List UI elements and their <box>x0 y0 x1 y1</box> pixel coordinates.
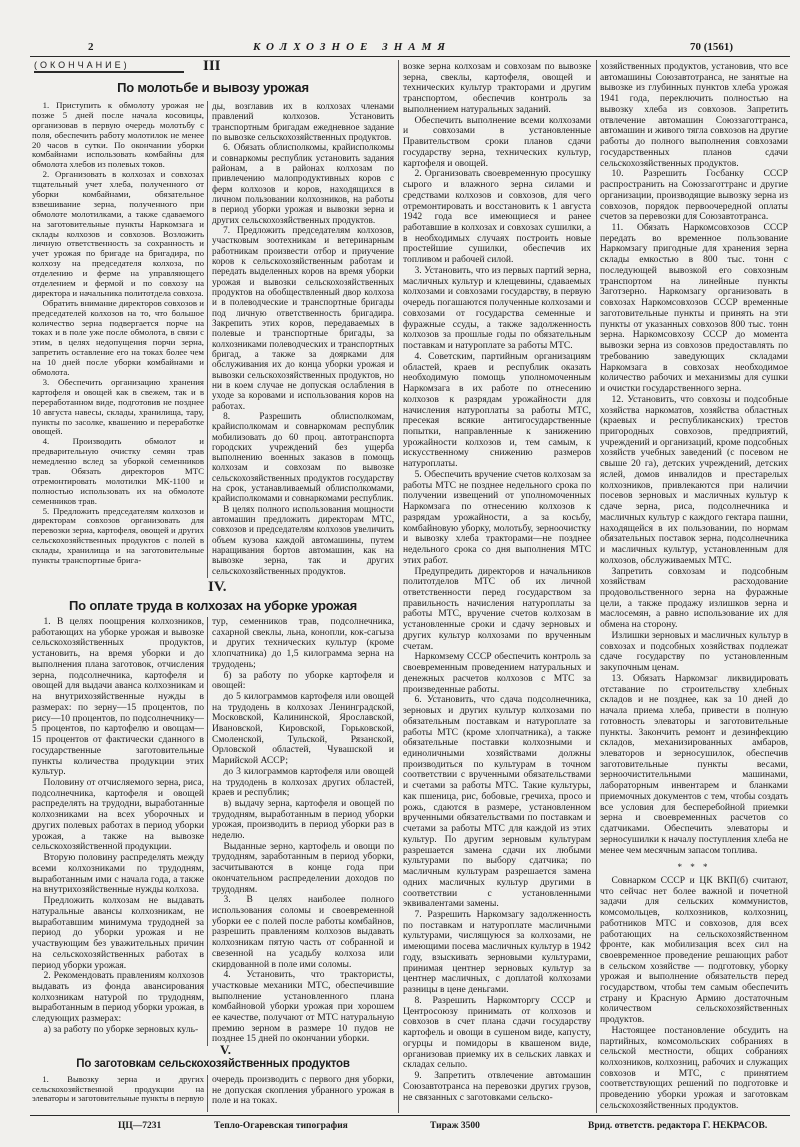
paragraph: Выданные зерно, картофель и овощи по трудодням, заработанным в период уборки, засчитываются в конце года при окончательном распределении доходов по трудодням. <box>212 840 394 895</box>
paragraph: Половину от отчисляемого зерна, риса, подсолнечника, картофеля и овощей распределять на трудодни, выработанные колхозниками на всех уборочных и других полевых работах в период уборки урожая, а также на вывозке сельскохозяйственной продукции. <box>32 777 204 853</box>
section-heading-v: По заготовкам сельскохозяйственных продуктов <box>76 1058 350 1070</box>
paragraph: Запретить совхозам и подсобным хозяйствам расходование продовольственного зерна на фуражные цели, а также продажу излишков зерна и маслосемян, а равно использование их для обмена на сторону. <box>600 565 788 631</box>
paragraph: 1. В целях поощрения колхозников, работающих на уборке урожая и вывозке сельскохозяйственных продуктов, установить, на время уборки и до выполнения плана заготовок, отчисления зерна, подсолнечника, картофеля и овощей для выдачи аванса колхозникам и на внутрихозяйственные нужды в размерах: по зерну—15 процентов, по рису—10 процентов, по подсолнечнику—5 процентов, по картофелю и овощам—15 процентов от фактически сданного в государственные заготовительные пункты количества продукции этих культур. <box>32 617 204 778</box>
column-rule <box>207 617 208 1046</box>
column-3 <box>403 62 591 1111</box>
paragraph: 3. В целях наиболее полного использования соломы и своевременной уборки ее с полей после работы комбайнов, разрешить правлениям колхозов выдавать колхозникам пятую часть от собранной и свезенной на усадьбу колхоза или скирдованной в поле ими соломы. <box>212 894 394 970</box>
footer-rule <box>30 1115 790 1116</box>
section-numeral-v: V. <box>220 1042 231 1057</box>
paragraph: ды, возглавив их в колхозах членами правлений колхозов. Установить транспортным бригадам ежедневное задание по вывозке сельскохозяйственных продуктов. <box>212 101 394 142</box>
section-v-left-column <box>32 1075 204 1111</box>
paragraph: 5. Обеспечить вручение счетов колхозам за работы МТС не позднее недельного срока по получении извещений от уполномоченных Наркомзага по отнесению колхозов к разрядам урожайности, а за косьбу, комбайновую уборку, молотьбу, зерноочистку и вывозку хлеба тракторами—не позднее недельного срока со дня выполнения МТС этих работ. <box>403 468 591 566</box>
paragraph: 6. Обязать облисполкомы, крайисполкомы и совнаркомы республик установить задания районам, а в районах колхозам по привлечению малопродуктивных коров с ферм колхозов и коров, находящихся в личном пользовании колхозников, на работы в период уборки урожая и вывозки зерна и других сельскохозяйственных продуктов. <box>212 142 394 225</box>
paragraph: Обеспечить выполнение всеми колхозами и совхозами в установленные Правительством сроки планов сдачи государству зерна, технических культур, картофеля и овощей. <box>403 114 591 169</box>
paragraph: Вторую половину распределять между всеми колхозниками по трудодням, выработанным ими с начала года, а также на внутрихозяйственные нужды колхоза. <box>32 852 204 896</box>
column-rule <box>207 1075 208 1112</box>
paragraph: 10. Разрешить Госбанку СССР распространить на Союззаготтранс и другие организации, производящие вывозку зерна из совхозов, порядок первоочередной оплаты счетов за перевозки для Союзавтотранса. <box>600 168 788 223</box>
paragraph: 3. Обеспечить организацию хранения картофеля и овощей как в свежем, так и в переработанном виде, подготовив не позднее 10 августа навесы, склады, хранилища, тару, пункты по засолке, квашению и переработке овощей. <box>32 376 204 437</box>
paragraph: тур, семенников трав, подсолнечника, сахарной свеклы, льна, конопли, кок-сагыза и других технических культур (кроме хлопчатника) до 1,5 килограмма зерна на трудодень; <box>212 617 394 670</box>
order-code: ЦЦ—7231 <box>118 1121 162 1131</box>
masthead-rule <box>30 56 790 57</box>
paragraph: Наркомзему СССР обеспечить контроль за своевременным проведением натуральных и денежных расчетов колхозов с МТС за произведенные работы. <box>403 651 591 695</box>
column-4-lower <box>600 876 788 1111</box>
paragraph: до 3 килограммов картофеля или овощей на трудодень в колхозах других областей, краев и республик; <box>212 765 394 799</box>
paragraph: до 5 килограммов картофеля или овощей на трудодень в колхозах Ленинградской, Московской, Калининской, Ярославской, Ивановской, Кировской, Горьковской, Смоленской, Тульской, Рязанской, Орловской областей, Чувашской и Марийской АССР; <box>212 690 394 767</box>
paragraph: 4. Установить, что трактористы, участковые механики МТС, обеспечившие выполнение установленного плана комбайновой уборки урожая при хорошем ее качестве, получают от МТС натуральную премию зерном в размере 10 пудов не позднее 15 дней по окончании уборки. <box>212 969 394 1045</box>
issue-number: 70 (1561) <box>690 41 734 53</box>
paragraph: 3. Установить, что из первых партий зерна, масличных культур и клещевины, сдаваемых колхозами и совхозами государству, в первую очередь погашаются полученные колхозами и совхозами от государства семенные и фуражные ссуды, а также задолженность колхозов за прошлые годы по обязательным поставкам и натуроплате за работы МТС. <box>403 264 591 352</box>
paragraph: 7. Разрешить Наркомзагу задолженность по поставкам и натуроплате масличными культурами, числящуюся за колхозами, не имеющими посева масличных культур в 1942 году, взыскивать зерновыми культурами, принимая центнер зерновых культур за центнер масличных, с доплатой колхозами разницы в цене деньгами. <box>403 909 591 996</box>
editor-credit: Врид. ответств. редактора Г. НЕКРАСОВ. <box>588 1121 768 1131</box>
newspaper-title: КОЛХОЗНОЕ ЗНАМЯ <box>253 41 451 53</box>
paragraph: 5. Предложить председателям колхозов и директорам совхозов организовать для перевозки зерна, картофеля, овощей и других сельскохозяйственных продуктов с полей в склады, хранилища и на заготовительные пункты транспортные брига- <box>32 505 204 565</box>
section-iii-right-column <box>212 101 394 577</box>
section-separator: * * * <box>677 862 711 872</box>
paragraph: 11. Обязать Наркомсовхозов СССР передать во временное пользование Наркомзагу пригодные для хранения зерна склады емкостью в 800 тыс. тонн с последующей вывозкой его совхозным транспортом на линейные пункты Заготзерно. Наркомзагу организовать в совхозах Наркомсовхозов СССР временные заготовительные пункты и принять на эти пункты от указанных совхозов 800 тыс. тонн зерна. Наркомсовхозу СССР до момента вывозки зерна из совхозов предоставлять по требованию заведующих складами Наркомзага в совхозах необходимое количество рабочих и механизмы для сушки и очистки государственного зерна. <box>600 222 788 395</box>
paragraph: Обратить внимание директоров совхозов и председателей колхозов на то, что большое количество зерна подвергается порче на токах и в поле уже после обмолота, в связи с этим, в целях недопущения порчи зерна, запретить оставление его на токах более чем на 10 дней после уборки комбайнами и обмолота. <box>32 297 204 378</box>
paragraph: В целях полного использования мощности автомашин предложить директорам МТС, совхозов и председателям колхозов увеличить объем кузова каждой автомашины, путем наращивания бортов автомашин, как на вывозке зерна, так и других сельскохозяйственных продуктов. <box>212 503 394 576</box>
paragraph: в) выдачу зерна, картофеля и овощей по трудодням, выработанным в период уборки урожая, производить в период уборки раз в неделю. <box>212 797 394 842</box>
paragraph: Предупредить директоров и начальников политотделов МТС об их личной ответственности перед государством за правильность начисления натуроплаты за работы МТС, вручение счетов колхозам в установленные сроки и сдачу зерновых и других культур колхозами по врученным счетам. <box>403 565 591 652</box>
section-iii-left-column <box>32 101 204 577</box>
paragraph: а) за работу по уборке зерновых куль- <box>43 1023 199 1035</box>
paragraph: 13. Обязать Наркомзаг ликвидировать отставание по строительству хлебных складов и не позднее, как за 10 дней до начала приема хлеба, привести в полную готовность элеваторы и заготовительные пункты. Закончить ремонт и дезинфекцию складов, механизированных амбаров, элеваторов и зерносушилок, обеспечив заготовительные пункты весами, зерноочистительными машинами, лабораторным инвентарем и бланками приемочных документов с тем, чтобы создать все условия для бесперебойной приемки зерна и своевременных расчетов со сдатчиками. Обеспечить элеваторы и зерносушилки к началу поступления хлеба не менее чем месячным запасом топлива. <box>600 672 788 856</box>
paragraph: Предложить колхозам не выдавать натуральные авансы колхозникам, не выработавшим минимума трудодней за период до уборки урожая и не участвующим без уважительных причин на сельскохозяйственных работах в период уборки урожая. <box>32 895 204 971</box>
paragraph: Излишки зерновых и масличных культур в совхозах и подсобных хозяйствах подлежат сдаче государству по установленным закупочным ценам. <box>600 629 788 674</box>
section-v-right-column <box>212 1075 394 1111</box>
section-numeral-iii: III <box>203 58 221 74</box>
paragraph: 7. Предложить председателям колхозов, участковым зоотехникам и ветеринарным работникам произвести отбор и приучение коров к сельскохозяйственным работам и передать выделенных коров на время уборки урожая и вывозки сельскохозяйственных продуктов на обобществленный двор колхоза и в полеводческие и транспортные бригады под личную ответственность бригадира. Закрепить этих коров, передаваемых в полевые и транспортные бригады, за колхозниками полеводческих и транспортных бригад, а также за доярками для обслуживания их до конца уборки урожая и вывозки сельскохозяйственных продуктов, но ни в коем случае не допуская ослабления в уходе за коровами и использования коров на работах. <box>212 224 394 411</box>
paragraph: 8. Разрешить Наркомторгу СССР и Центросоюзу принимать от колхозов и совхозов в счет плана сдачи государству картофель и овощи в сушеном виде, капусту, огурцы и помидоры в квашеном виде, организовав приемку их в сельских лавках и складах сельпо. <box>403 994 591 1071</box>
column-rule <box>596 60 597 1113</box>
printer-name: Тепло-Огаревская типография <box>214 1121 348 1131</box>
paragraph: 4. Советским, партийным организациям областей, краев и республик оказать необходимую помощь уполномоченным Наркомзага в их работе по отнесению колхозов к разрядам урожайности для начисления натуроплаты за работы МТС, пресекая всякие антигосударственные попытки, направленные к занижению урожайности колхозов и, тем самым, к искусственному снижению размеров натуроплаты. <box>403 350 591 470</box>
paragraph: 1. Приступить к обмолоту урожая не позже 5 дней после начала косовицы, организовав в первую очередь молотьбу с поля, обеспечить работу молотилок не менее 20 часов в сутки. По окончании уборки комбайнами использовать комбайны для обмолота хлебов из полевых токов. <box>32 101 204 170</box>
section-iv-left-column <box>32 617 204 1045</box>
section-heading-iv: По оплате труда в колхозах на уборке урожая <box>69 598 357 613</box>
continuation-label: (ОКОНЧАНИЕ) <box>34 60 184 73</box>
paragraph: 6. Установить, что сдача подсолнечника, зерновых и других культур колхозами по обязательным поставкам и натуроплате за работы МТС (кроме хлопчатника), а также обязательные поставки колхозными и единоличными хозяйствами должны производиться по культурам в точном соответствии с врученными обязательствами и счетами за работы МТС. Такие культуры, как пшеница, рис, бобовые, гречиха, просо и рожь, сдаются в размере, установленном врученными обязательствами по поставкам и счетами за работы МТС для каждой из этих культур. По другим зерновым культурам разрешается замена сдачи их любыми культурами по выбору сдатчика; по масличным культурам разрешается замена одних масличных культур другими в соответствии с установленными эквивалентами замены. <box>403 694 591 910</box>
column-rule <box>207 101 208 578</box>
column-4-upper <box>600 62 788 860</box>
paragraph: 4. Производить обмолот и предварительную очистку семян трав немедленно вслед за уборкой семенников трав. Обязать директоров МТС отремонтировать молотилки МК-1100 и полностью использовать их на обмолоте семенников трав. <box>32 436 204 506</box>
section-heading-iii: По молотьбе и вывозу урожая <box>117 80 309 95</box>
paragraph: 8. Разрешить облисполкомам, крайисполкомам и совнаркомам республик мобилизовать до 60 проц. автотранспорта городских учреждений без ущерба выполнению военных заказов в помощь колхозам и совхозам по вывозке сельскохозяйственных продуктов государству на срок, устанавливаемый облисполкомами, крайисполкомами и совнаркомами республик. <box>212 410 394 504</box>
paragraph: 2. Организовать в колхозах и совхозах тщательный учет хлеба, полученного от уборки комбайнами, обязательное взвешивание зерна, полученного при обмолоте молотилками, а также сдаваемого на заготовительные пункты Наркомзага и склады колхозов и совхозов. Возложить личную ответственность за сохранность и учет урожая по бригаде на бригадира, по колхозу на председателя колхоза, по отделению и ферме на управляющего отделением и фермой и по совхозу на директора и начальника политотдела совхоза. <box>32 169 204 298</box>
paragraph: 9. Запретить отвлечение автомашин Союзавтотранса на перевозки других грузов, не связанных с заготовками сельско- <box>403 1070 591 1103</box>
paragraph: Настоящее постановление обсудить на партийных, комсомольских собраниях в сельской местности, общих собраниях колхозников, колхозниц, рабочих и служащих совхозов и МТС, с принятием соответствующих решений по подготовке и проведению уборки урожая и заготовкам сельскохозяйственных продуктов. <box>600 1024 788 1111</box>
column-rule <box>398 60 399 1113</box>
paragraph: б) за работу по уборке картофеля и овощей: <box>212 669 394 692</box>
paragraph: очередь производить с первого дня уборки, не допуская скопления убранного урожая в поле и на токах. <box>212 1075 394 1107</box>
page-number: 2 <box>88 41 94 53</box>
section-numeral-iv: IV. <box>208 579 227 595</box>
paragraph: 1. Вывозку зерна и других сельскохозяйственной продукции на элеваторы и заготовительные пункты в первую <box>32 1075 204 1104</box>
paragraph: возке зерна колхозам и совхозам по вывозке зерна, свеклы, картофеля, овощей и технических культур тракторами и другим транспортом, обеспечив контроль за выполнением натуральных заданий. <box>403 62 591 115</box>
paragraph: 12. Установить, что совхозы и подсобные хозяйства наркоматов, хозяйства областных (краевых и республиканских) трестов пригородных совхозов, предприятий, учреждений и организаций, кроме подсобных хозяйств учебных заведений (с посевом не свыше 20 га), детских учреждений, детских яслей, домов инвалидов и престарелых колхозников, привлекаются при наличии посевов зерновых и масличных культур к сдаче зерна, риса, подсолнечника и масличных культур с каждого гектара пашни, находящейся в их пользовании, по нормам обязательных поставок зерна, подсолнечника и масличных культур, установленным для колхозов, обслуживаемых МТС. <box>600 393 788 566</box>
section-iv-right-column <box>212 617 394 1045</box>
circulation: Тираж 3500 <box>430 1121 480 1131</box>
paragraph: 2. Организовать своевременную просушку сырого и влажного зерна силами и средствами колхозов и совхозов, для чего отремонтировать и восстановить к 1 августа 1942 года все имеющиеся и ранее работавшие в колхозах и совхозах сушилки, а в необходимых случаях построить новые простейшие сушилки, обеспечив их топливом и рабочей силой. <box>403 168 591 266</box>
paragraph: Совнарком СССР и ЦК ВКП(б) считают, что сейчас нет более важной и почетной задачи для сельских коммунистов, комсомольцев, колхозников, колхозниц, работников МТС и совхозов, для всех работающих на сельскохозяйственном фронте, как мобилизация всех сил на своевременное проведение решающих работ в сельском хозяйстве — подготовку, уборку урожая и выполнение обязательств перед государством, чтобы тем самым обеспечить страну и Красную Армию достаточным количеством сельскохозяйственных продуктов. <box>600 876 788 1026</box>
paragraph: хозяйственных продуктов, установив, что все автомашины Союзавтотранса, не занятые на вывозке из глубинных пунктов хлеба урожая 1941 года, переключить полностью на вывозку хлеба из совхозов. Запретить отвлечение автомашин Союззаготтранса, автомашин и живого тягла совхозов на другие работы до полного выполнения совхозами государственных планов сдачи сельскохозяйственных продуктов. <box>600 62 788 169</box>
paragraph: 2. Рекомендовать правлениям колхозов выдавать из фонда авансирования колхозникам натурой по трудодням, выработанным в период уборки урожая, в следующих размерах: <box>32 970 204 1025</box>
